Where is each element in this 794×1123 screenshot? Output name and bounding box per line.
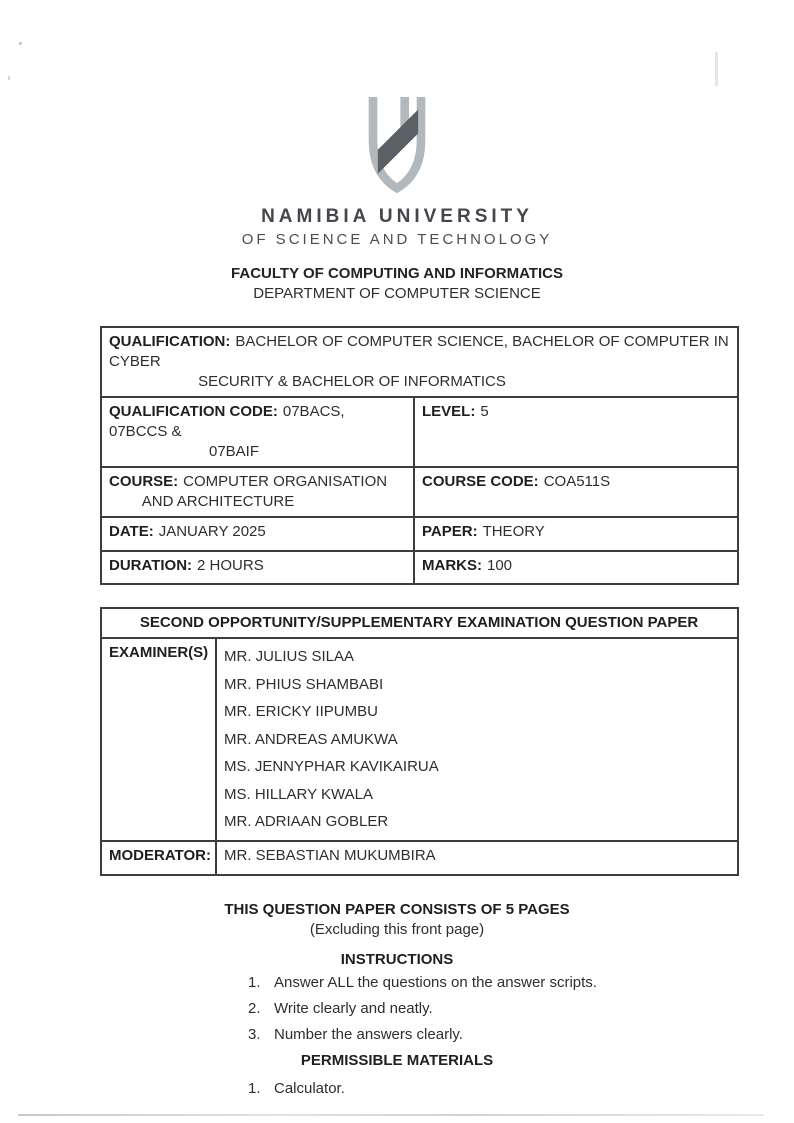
materials-list xyxy=(248,1076,794,1102)
qualification-label: QUALIFICATION: xyxy=(109,333,231,350)
instruction-item xyxy=(248,970,794,996)
scan-artifact xyxy=(18,1114,764,1116)
material-item xyxy=(248,1076,794,1102)
examiner-name: MR. PHIUS SHAMBABI xyxy=(224,675,384,693)
level-cell xyxy=(414,397,738,467)
qualification-code-label: QUALIFICATION CODE: xyxy=(109,403,278,420)
masthead xyxy=(0,0,794,302)
examiner-name: MR. ADRIAAN GOBLER xyxy=(224,813,389,830)
department-title: DEPARTMENT OF COMPUTER SCIENCE xyxy=(253,285,541,302)
examiner-name: MR. ANDREAS AMUKWA xyxy=(224,730,398,748)
examiner-name: MS. JENNYPHAR KAVIKAIRUA xyxy=(224,758,439,775)
level-value: 5 xyxy=(480,403,489,420)
moderator-label-cell xyxy=(101,841,216,875)
material-number: 1. xyxy=(248,1079,261,1097)
marks-value: 100 xyxy=(487,557,513,574)
course-code-value: COA511S xyxy=(543,473,611,490)
level-label: LEVEL: xyxy=(422,403,476,420)
table-row-date xyxy=(101,517,738,551)
instructions-title: INSTRUCTIONS xyxy=(340,950,454,968)
university-name-line2: OF SCIENCE AND TECHNOLOGY xyxy=(241,231,553,248)
exam-paper-title: SECOND OPPORTUNITY/SUPPLEMENTARY EXAMINATION QUESTION PAPER xyxy=(101,608,738,638)
table-row-examiners xyxy=(101,638,738,841)
date-cell xyxy=(101,517,414,551)
table-row-course xyxy=(101,467,738,517)
duration-cell xyxy=(101,551,414,584)
qualification-value-line1: BACHELOR OF COMPUTER SCIENCE, BACHELOR OF COMPUTER IN CYBER xyxy=(109,333,729,370)
qualification-code-line1: 07BACS, 07BCCS & xyxy=(109,403,345,440)
examiners-table xyxy=(100,607,739,876)
exam-paper-title-row xyxy=(101,608,738,638)
table-row-moderator xyxy=(101,841,738,875)
examiners-label: EXAMINER(S) xyxy=(109,644,209,661)
faculty-title: FACULTY OF COMPUTING AND INFORMATICS xyxy=(231,265,563,282)
course-label: COURSE: xyxy=(109,473,179,490)
instruction-item xyxy=(248,1022,794,1048)
duration-value: 2 HOURS xyxy=(197,557,264,574)
instruction-text: Number the answers clearly. xyxy=(274,1025,463,1043)
nust-shield-logo xyxy=(0,90,794,200)
nust-shield-logo-svg xyxy=(349,90,445,200)
examiners-label-cell xyxy=(101,638,216,841)
marks-label: MARKS: xyxy=(422,557,482,574)
qualification-code-line2: 07BAIF xyxy=(208,443,260,460)
examiner-name: MS. HILLARY KWALA xyxy=(224,785,373,803)
moderator-name-cell: MR. SEBASTIAN MUKUMBIRA xyxy=(216,841,738,875)
course-value-line1: COMPUTER ORGANISATION xyxy=(183,473,388,490)
permissible-materials-title: PERMISSIBLE MATERIALS xyxy=(300,1051,494,1069)
course-cell xyxy=(101,467,414,517)
excluding-line: (Excluding this front page) xyxy=(309,920,485,938)
table-row-qualification xyxy=(101,327,738,397)
examiners-list-cell xyxy=(216,638,738,841)
page-count-line: THIS QUESTION PAPER CONSISTS OF 5 PAGES xyxy=(224,900,570,918)
instruction-text: Answer ALL the questions on the answer scripts. xyxy=(274,973,597,991)
examiner-name: MR. JULIUS SILAA xyxy=(224,648,355,665)
course-code-cell xyxy=(414,467,738,517)
instruction-number: 1. xyxy=(248,973,261,991)
instruction-number: 2. xyxy=(248,999,261,1017)
moderator-label: MODERATOR: xyxy=(109,846,211,864)
course-info-table xyxy=(100,326,739,585)
qualification-code-cell xyxy=(101,397,414,467)
duration-label: DURATION: xyxy=(109,557,193,574)
material-text: Calculator. xyxy=(274,1079,345,1097)
date-label: DATE: xyxy=(109,523,154,540)
table-row-duration xyxy=(101,551,738,584)
instructions-list xyxy=(248,970,794,1048)
examiner-name: MR. ERICKY IIPUMBU xyxy=(224,703,378,720)
paper-label: PAPER: xyxy=(422,523,478,540)
course-value-line2: AND ARCHITECTURE xyxy=(141,493,295,510)
instruction-item xyxy=(248,996,794,1022)
paper-value: THEORY xyxy=(482,523,545,540)
course-code-label: COURSE CODE: xyxy=(422,473,539,490)
qualification-cell xyxy=(101,327,738,397)
date-value: JANUARY 2025 xyxy=(158,523,266,540)
table-row-qualification-code xyxy=(101,397,738,467)
marks-cell xyxy=(414,551,738,584)
university-name: NAMIBIA UNIVERSITY xyxy=(261,206,533,227)
paper-cell xyxy=(414,517,738,551)
instruction-text: Write clearly and neatly. xyxy=(274,999,433,1017)
instruction-number: 3. xyxy=(248,1025,261,1043)
qualification-value-line2: SECURITY & BACHELOR OF INFORMATICS xyxy=(198,373,506,390)
